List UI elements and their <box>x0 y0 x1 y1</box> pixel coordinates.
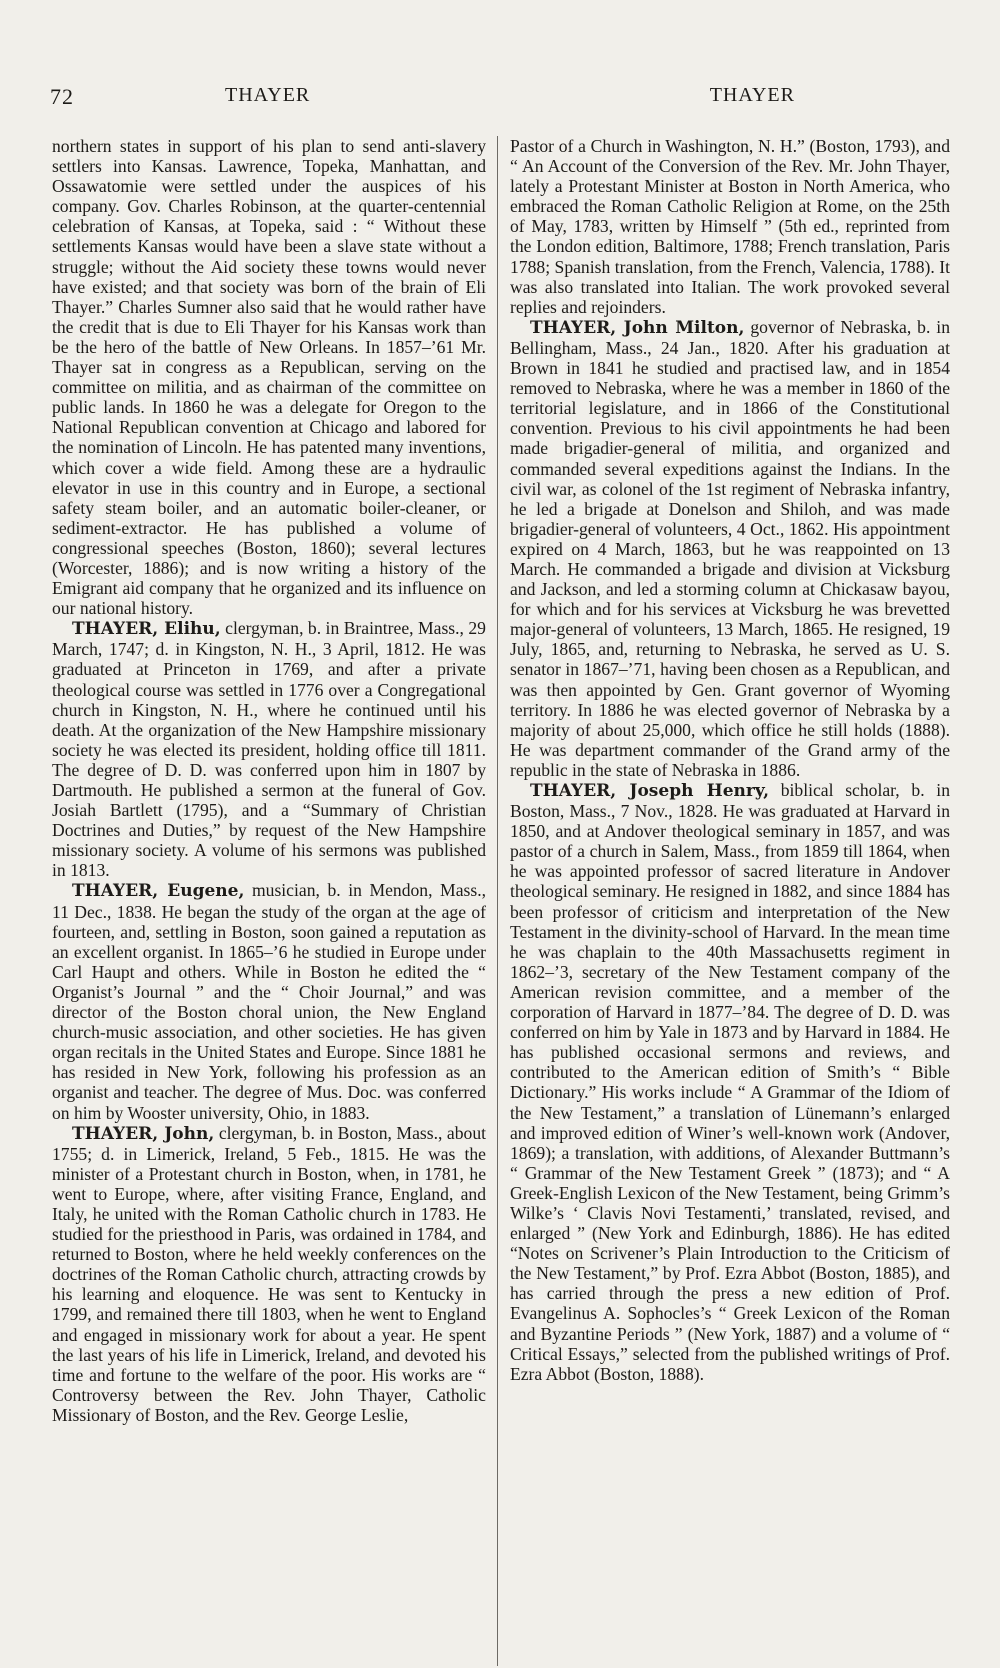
entry-text: governor of Nebraska, b. in Bellingham, Mass., 24 Jan., 1820. After his graduation at Brown in 1841 he studied and practised law, and in 1854 removed to Nebraska, where he was a member in 1860 of the territorial legislature, and in 1866 of the Constitutional convention. Previous to his civil appointments he had been made brigadier-general of militia, and organized and commanded several expeditions against the Indians. In the civil war, as colonel of the 1st regiment of Nebraska infantry, he led a brigade at Donelson and Shiloh, and was made brigadier-general of volunteers, 4 Oct., 1862. His appointment expired on 4 March, 1863, but he was reappointed on 13 March. He commanded a brigade and division at Vicksburg and Jackson, and led a storming column at Chickasaw bayou, for which and for his services at Vicksburg he was brevetted major-general of volunteers, 13 March, 1865. He resigned, 19 July, 1865, and, returning to Nebraska, he served as U. S. senator in 1867–’71, having been chosen as a Republican, and was then appointed by Gen. Grant governor of Wyoming territory. In 1886 he was elected governor of Nebraska by a majority of about 25,000, which office he still holds (1888). He was department commander of the Grand army of the republic in the state of Nebraska in 1886. <box>510 316 950 780</box>
entry-headword: THAYER, Elihu, <box>72 619 221 640</box>
entry-thayer-john <box>52 1123 486 1425</box>
left-column <box>52 136 486 1425</box>
entry-thayer-joseph-henry <box>510 780 950 1384</box>
entry-continuation: northern states in support of his plan to send anti-slavery settlers into Kansas. Lawrence, Topeka, Manhattan, and Ossawatomie were settled under the auspices of his company. Gov. Charles Robinson, at the quarter-centennial celebration of Kansas, at Topeka, said : “ Without these settlements Kansas would have been a slave state without a struggle; without the Aid society these towns would never have existed; and that society was born of the brain of Eli Thayer.” Charles Sumner also said that he would rather have the credit that is due to Eli Thayer for his Kansas work than be the hero of the battle of New Orleans. In 1857–’61 Mr. Thayer sat in congress as a Republican, serving on the committee on militia, and as chairman of the committee on public lands. In 1860 he was a delegate for Oregon to the National Republican convention at Chicago and labored for the nomination of Lincoln. He has patented many inventions, which cover a wide field. Among these are a hydraulic elevator in use in this country and in Europe, a sectional safety steam boiler, and an automatic boiler-cleaner, or sediment-extractor. He has published a volume of congressional speeches (Boston, 1860); several lectures (Worcester, 1886); and is now writing a history of the Emigrant aid company that he organized and its influence on our national history. <box>52 136 486 619</box>
page-header <box>50 84 955 114</box>
page-number: 72 <box>50 84 74 109</box>
entry-text: clergyman, b. in Braintree, Mass., 29 March, 1747; d. in Kingston, N. H., 3 April, 1812. He was graduated at Princeton in 1769, and after a private theological course was settled in 1776 over a Congregational church in Kingston, N. H., where he continued until his death. At the organization of the New Hampshire missionary society he was elected its president, holding office till 1811. The degree of D. D. was conferred upon him in 1807 by Dartmouth. He published a sermon at the funeral of Gov. Josiah Bartlett (1795), and a “Summary of Christian Doctrines and Duties,” by request of the New Hampshire missionary society. A volume of his sermons was published in 1813. <box>52 618 486 881</box>
entry-headword: THAYER, Joseph Henry, <box>530 781 770 801</box>
running-head-left: THAYER <box>225 84 311 106</box>
entry-continuation: Pastor of a Church in Washington, N. H.” (Boston, 1793), and “ An Account of the Conversion of the Rev. Mr. John Thayer, lately a Protestant Minister at Boston in North America, who embraced the Roman Catholic Religion at Rome, on the 25th of May, 1783, written by Himself ” (5th ed., reprinted from the London edition, Baltimore, 1788; French translation, Paris 1788; Spanish translation, from the French, Valencia, 1788). It was also translated into Italian. The work provoked several replies and rejoinders. <box>510 136 950 317</box>
entry-text: clergyman, b. in Boston, Mass., about 1755; d. in Limerick, Ireland, 5 Feb., 1815. He was the minister of a Protestant church in Boston, when, in 1781, he went to Europe, where, after visiting France, England, and Italy, he united with the Roman Catholic church in 1783. He studied for the priesthood in Paris, was ordained in 1784, and returned to Boston, where he held weekly conferences on the doctrines of the Roman Catholic church, attracting crowds by his learning and eloquence. He was sent to Kentucky in 1799, and remained there till 1803, when he went to England and engaged in missionary work for about a year. He spent the last years of his life in Limerick, Ireland, and devoted his time and fortune to the welfare of the poor. His works are “ Controversy between the Rev. John Thayer, Catholic Missionary of Boston, and the Rev. George Leslie, <box>52 1122 487 1425</box>
entry-thayer-john-milton <box>510 317 950 780</box>
entry-headword: THAYER, John, <box>72 1123 215 1144</box>
entry-text: musician, b. in Mendon, Mass., 11 Dec., 1838. He began the study of the organ at the age of fourteen, and, settling in Boston, soon gained a reputation as an excellent organist. In 1865–’6 he studied in Europe under Carl Haupt and others. While in Boston he edited the “ Organist’s Journal ” and the “ Choir Journal,” and was director of the Boston choral union, the New England church-music association, and other societies. He has given organ recitals in the United States and Europe. Since 1881 he has resided in New York, following his profession as an organist and teacher. The degree of Mus. Doc. was conferred on him by Wooster university, Ohio, in 1883. <box>52 880 486 1123</box>
entry-thayer-elihu <box>52 618 486 880</box>
column-divider <box>497 136 498 1666</box>
right-column <box>510 136 950 1384</box>
entry-thayer-eugene <box>52 880 486 1122</box>
entry-headword: THAYER, John Milton, <box>530 317 745 338</box>
entry-headword: THAYER, Eugene, <box>72 881 245 902</box>
running-head-right: THAYER <box>709 84 795 106</box>
entry-text: biblical scholar, b. in Boston, Mass., 7 Nov., 1828. He was graduated at Harvard in 1850, and at Andover theological seminary in 1857, and was pastor of a church in Salem, Mass., from 1859 till 1864, when he was appointed professor of sacred literature in Andover theological seminary. He resigned in 1882, and since 1884 has been professor of criticism and interpretation of the New Testament in the divinity-school of Harvard. In the mean time he was chaplain to the 40th Massachusetts regiment in 1862–’3, secretary of the New Testament company of the American revision committee, and a member of the corporation of Harvard in 1877–’84. The degree of D. D. was conferred on him by Yale in 1873 and by Harvard in 1884. He has published occasional sermons and reviews, and contributed to the American edition of Smith’s “ Bible Dictionary.” His works include “ A Grammar of the Idiom of the New Testament,” a translation of Lünemann’s enlarged and improved edition of Winer’s well-known work (Andover, 1869); a translation, with additions, of Alexander Buttmann’s “ Grammar of the New Testament Greek ” (1873); and “ A Greek-English Lexicon of the New Testament, being Grimm’s Wilke’s ‘ Clavis Novi Testamenti,’ translated, revised, and enlarged ” (New York and Edinburgh, 1886). He has edited “Notes on Scrivener’s Plain Introduction to the Criticism of the New Testament,” by Prof. Ezra Abbot (Boston, 1885), and has carried through the press a new edition of Prof. Evangelinus A. Sophocles’s “ Greek Lexicon of the Roman and Byzantine Periods ” (New York, 1887) and a volume of “ Critical Essays,” selected from the published writings of Prof. Ezra Abbot (Boston, 1888). <box>510 780 950 1384</box>
